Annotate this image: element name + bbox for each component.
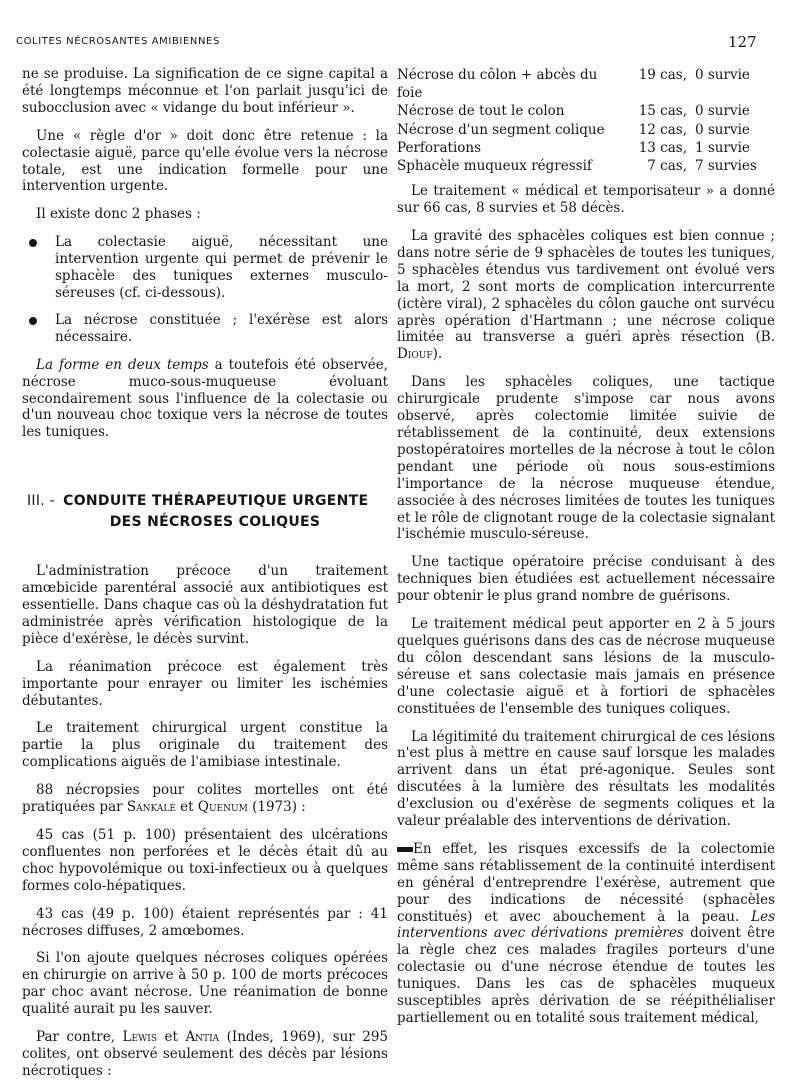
- list-item: [22, 234, 388, 302]
- running-title: COLITES NÉCROSANTES AMIBIENNES: [16, 36, 220, 47]
- table-cell-survivors: 0 survie: [695, 121, 750, 138]
- italic-phrase: Les interventions avec dérivations premières: [397, 908, 775, 942]
- paragraph: Le traitement médical peut apporter en 2 à 5 jours quelques guérisons dans des cas de nécrose muqueuse du côlon descendant sans lésions de la musculo-séreuse et sans colectasie mais jamais en présence d'une colectasie aiguë et à fortiori de sphacèles constituées de l'ensemble des tuniques coliques.: [397, 616, 775, 717]
- bullet-icon: [29, 239, 37, 247]
- paragraph: Le traitement « médical et temporisateur » a donné sur 66 cas, 8 survies et 58 décès.: [397, 183, 775, 217]
- section-number: III. -: [27, 493, 56, 510]
- paragraph: [22, 357, 388, 442]
- paragraph: Le traitement chirurgical urgent constitue la partie la plus originale du traitement des complications aiguës de l'amibiase intestinale.: [22, 720, 388, 771]
- table-cell-label: Perforations: [397, 139, 482, 156]
- paragraph: L'administration précoce d'un traitement amœbicide parentéral associé aux antibiotiques est essentielle. Dans chaque cas où la déshydratation fut administrée après vérification histologique de la pièce d'exérèse, le décès survint.: [22, 563, 388, 647]
- table-cell-survivors: 0 survie: [695, 103, 750, 120]
- table-cell-label: Sphacèle muqueux régressif: [397, 158, 592, 175]
- paragraph: Il existe donc 2 phases :: [36, 206, 201, 223]
- table-row: [397, 121, 775, 139]
- list-item: [22, 312, 388, 346]
- paragraph-text: a toutefois été observée, nécrose muco-sous-muqueuse évoluant secondairement sous l'influence de la colectasie ou d'un nouveau choc toxique vers la nécrose de toutes les tuniques.: [22, 356, 388, 441]
- list-item-text: La colectasie aiguë, nécessitant une intervention urgente qui permet de prévenir le sphacèle des tuniques externes musculo-séreuses (cf. ci-dessous).: [55, 234, 388, 301]
- paragraph-text: En effet, les risques excessifs de la colectomie même sans rétablissement de la continuité interdisent en général d'entreprendre l'exérèse, autrement que pour des indications de nécessité (sphacèles constitués) et avec abouchement à la peau.: [397, 840, 775, 925]
- paragraph: [22, 1029, 388, 1080]
- table-cell-label: Nécrose d'un segment colique: [397, 121, 605, 138]
- paragraph-text: 88 nécropsies pour colites mortelles ont été pratiquées par: [22, 782, 388, 816]
- section-title-line-2: DES NÉCROSES COLIQUES: [109, 514, 321, 531]
- paragraph-text: et: [175, 799, 198, 816]
- table-cell-survivors: 1 survie: [695, 139, 750, 156]
- table-cell-cases: 19 cas,: [638, 67, 687, 83]
- table-cell-cases: 12 cas,: [638, 121, 687, 138]
- outcomes-table: [397, 66, 775, 175]
- table-cell-cases: 13 cas,: [638, 139, 687, 156]
- author-name: Antia: [185, 1029, 220, 1046]
- phase-list: [22, 234, 388, 345]
- right-column: [397, 66, 775, 1038]
- page-number: 127: [728, 33, 757, 51]
- author-name: Sankalé: [126, 799, 176, 816]
- author-name: Lewis: [122, 1029, 158, 1046]
- paragraph: Si l'on ajoute quelques nécroses coliques opérées en chirurgie on arrive à 50 p. 100 de morts précoces par choc avant nécrose. Une réanimation de bonne qualité aurait pu les sauver.: [22, 950, 388, 1018]
- table-cell-label: Nécrose de tout le colon: [397, 103, 565, 120]
- paragraph-text: ).: [432, 346, 443, 363]
- paragraph: Dans les sphacèles coliques, une tactique chirurgicale prudente s'impose car nous avons observé, après colectomie limitée suivie de rétablissement de la continuité, deux extensions postopératoires mortelles de la nécrose à tout le côlon pendant une période où nous sous-estimions l'importance de la nécrose muqueuse étendue, associée à des nécroses limitées de toutes les tuniques et le rôle de clignotant rouge de la colectasie signalant l'ischémie musculo-séreuse.: [397, 374, 775, 543]
- paragraph: 45 cas (51 p. 100) présentaient des ulcérations confluentes non perforées et le décès était dû au choc hypovolémique ou toxi-infectieux ou à quelques formes colo-hépatiques.: [22, 827, 388, 894]
- table-cell-survivors: 7 survies: [695, 158, 757, 175]
- table-row: [397, 102, 775, 120]
- left-column: [22, 66, 388, 1091]
- paragraph-text: (Indes, 1969), sur 295 colites, ont observé seulement des décès par lésions nécrotiques :: [22, 1029, 388, 1079]
- paragraph-text: doivent être la règle chez ces malades fragiles porteurs d'une colectasie ou d'une nécrose étendue de toutes les tuniques. Dans les cas de sphacèles muqueux susceptibles après dérivation de se réépithélialiser partiellement ou en totalité sous traitement médical,: [397, 925, 775, 1026]
- paragraph: Une tactique opératoire précise conduisant à des techniques bien étudiées est actuellement nécessaire pour obtenir le plus grand nombre de guérisons.: [397, 554, 775, 605]
- paragraph-text: La gravité des sphacèles coliques est bien connue ; dans notre série de 9 sphacèles de toutes les tuniques, 5 sphacèles étendus vus tardivement ont évolué vers la mort, 2 sont morts de complication intercurrente (ictère viral), 2 sphacèles du côlon gauche ont survécu après opération d'Hartmann ; une nécrose colique limitée au transverse a guéri après résection (B.: [397, 228, 775, 346]
- list-item-text: La nécrose constituée ; l'exérèse est alors nécessaire.: [55, 311, 388, 345]
- paragraph: [397, 841, 775, 1027]
- table-row: [397, 139, 775, 157]
- section-heading: [22, 491, 388, 533]
- paragraph: ne se produise. La signification de ce signe capital a été longtemps méconnue et l'on parlait jusqu'ici de subocclusion avec « vidange du bout inférieur ».: [22, 66, 388, 116]
- paragraph-text: Par contre,: [36, 1029, 123, 1046]
- paragraph: 43 cas (49 p. 100) étaient représentés par : 41 nécroses diffuses, 2 amœbomes.: [22, 905, 388, 939]
- paragraph: [397, 228, 775, 363]
- bullet-icon: [29, 317, 37, 325]
- table-cell-cases: 7 cas,: [647, 158, 687, 175]
- paragraph: La légitimité du traitement chirurgical de ces lésions n'est plus à mettre en cause sauf lorsque les malades arrivent dans un état pré-agonique. Seules sont discutées à la lumière des résultats les modalités d'exclusion ou d'exérèse de segments coliques et la valeur préalable des interventions de dérivation.: [397, 728, 775, 830]
- paragraph-text: et: [157, 1029, 186, 1046]
- author-name: Diouf: [397, 346, 433, 363]
- paragraph: La réanimation précoce est également très importante pour enrayer ou limiter les ischémies débutantes.: [22, 658, 388, 709]
- author-name: Quenum: [197, 799, 248, 816]
- table-cell-cases: 15 cas,: [638, 103, 687, 120]
- italic-phrase: La forme en deux temps: [36, 356, 209, 373]
- paragraph-text: (1973) :: [247, 799, 306, 816]
- table-cell-label: Nécrose du côlon + abcès du foie: [397, 67, 598, 102]
- table-row: [397, 157, 775, 175]
- table-row: [397, 66, 775, 102]
- paragraph: [22, 782, 388, 816]
- margin-mark-icon: [397, 847, 413, 852]
- section-title-line-1: CONDUITE THÉRAPEUTIQUE URGENTE: [63, 493, 369, 510]
- table-cell-survivors: 0 survie: [695, 67, 750, 83]
- paragraph: Une « règle d'or » doit donc être retenue : la colectasie aiguë, parce qu'elle évolue vers la nécrose totale, est une indication formelle pour une intervention urgente.: [22, 127, 388, 195]
